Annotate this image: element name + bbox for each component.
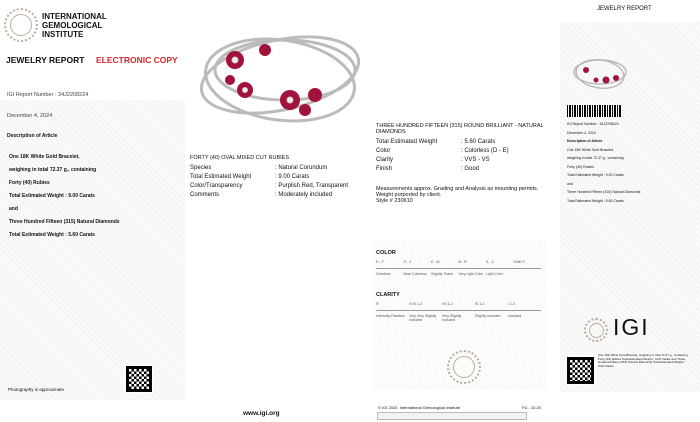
org-line: GEMOLOGICAL bbox=[42, 21, 103, 30]
style-number: Style # 230610 bbox=[376, 198, 413, 204]
row-value: : Good bbox=[461, 166, 480, 172]
left-background bbox=[0, 100, 185, 400]
clarity-grades bbox=[376, 302, 541, 311]
card-description-line: Forty (40) Rubies bbox=[567, 164, 595, 169]
description-line: One 18K White Gold Bracelet, bbox=[9, 154, 80, 160]
barcode bbox=[567, 105, 622, 117]
bracelet-photo bbox=[190, 5, 370, 145]
grade: N - R bbox=[458, 260, 467, 264]
grade-label: Colorless bbox=[376, 272, 391, 276]
grade-label: Slightly Tinted bbox=[431, 272, 453, 276]
color-grades bbox=[376, 260, 541, 269]
card-bracelet-photo bbox=[570, 50, 630, 95]
grade-label: Slightly Included bbox=[475, 314, 501, 318]
grade: IF bbox=[376, 302, 380, 306]
grade-label: Light Color bbox=[486, 272, 503, 276]
diamonds-row bbox=[376, 165, 546, 174]
grade-label: Very Slightly Included bbox=[442, 314, 462, 322]
row-value: : Purplish Red, Transparent bbox=[275, 183, 349, 189]
row-value: : 9.00 Carats bbox=[275, 174, 310, 180]
color-labels bbox=[376, 272, 541, 276]
grade: S - Z bbox=[486, 260, 494, 264]
org-name bbox=[42, 12, 107, 39]
color-scale-title: COLOR bbox=[376, 250, 396, 256]
report-title: JEWELRY REPORT bbox=[6, 55, 85, 65]
diamonds-row bbox=[376, 138, 546, 147]
row-key: Clarity bbox=[376, 157, 394, 163]
grade-label: Very Light Color bbox=[458, 272, 484, 276]
description-line: and bbox=[9, 206, 18, 212]
card-report-number: IGI Report Number : 34J2208224 bbox=[567, 122, 619, 126]
row-key: Total Estimated Weight bbox=[190, 174, 252, 180]
measurement-notes: Measurements approx. Grading and Analysis as mounting permits. Weight purported by client. bbox=[376, 186, 539, 198]
card-description-line: Total Estimated Weight : 5.60 Carats bbox=[567, 198, 624, 203]
diamonds-section bbox=[376, 123, 546, 204]
copyright: © IGI 2020, International Gemological Institute bbox=[378, 405, 461, 410]
card-small-text: One 18K White Gold Bracelet, weighing in total 72.37 g., containing Forty (40) Rubies Total Estimated Weight : 9.00 Carats and Three Hundred Fifteen (315) Natural Diamonds Total Estimated Weight : 5.60 Carats bbox=[598, 353, 688, 368]
card-description-line: Total Estimated Weight : 9.00 Carats bbox=[567, 173, 624, 177]
igi-seal-icon bbox=[447, 350, 481, 384]
card-date: December 4, 2024 bbox=[567, 130, 596, 135]
electronic-copy-label: ELECTRONIC COPY bbox=[96, 55, 178, 65]
row-key: Comments bbox=[190, 192, 220, 198]
grade-label: Internally Flawless bbox=[376, 314, 405, 318]
clarity-labels bbox=[376, 314, 541, 322]
card-igi-seal bbox=[584, 318, 608, 342]
row-value: : Colorless (D - E) bbox=[461, 148, 509, 154]
description-line: Three Hundred Fifteen (315) Natural Diamonds bbox=[9, 219, 120, 225]
igi-logo-text: IGI bbox=[613, 314, 650, 340]
igi-seal-logo bbox=[4, 8, 38, 42]
grade: G - J bbox=[403, 260, 412, 264]
grade: VS 1-2 bbox=[442, 302, 453, 306]
row-key: Total Estimated Weight bbox=[376, 139, 438, 145]
description-line: Total Estimated Weight : 9.00 Carats bbox=[9, 193, 95, 199]
grade: FANCY bbox=[513, 260, 526, 264]
report-date: December 4, 2024 bbox=[7, 113, 53, 119]
security-strip bbox=[377, 412, 527, 420]
row-key: Color bbox=[376, 148, 391, 154]
form-number: FD - 10.20 bbox=[522, 405, 541, 410]
rubies-heading: FORTY (40) OVAL MIXED CUT RUBIES bbox=[190, 155, 290, 161]
grade-label bbox=[514, 272, 542, 276]
grade: K - M bbox=[431, 260, 440, 264]
diamonds-heading: THREE HUNDRED FIFTEEN (315) ROUND BRILLIANT - NATURAL DIAMONDS bbox=[376, 123, 544, 135]
card-details bbox=[567, 120, 640, 205]
description-heading: Description of Article bbox=[7, 133, 58, 139]
org-line: INSTITUTE bbox=[42, 30, 84, 39]
clarity-scale-title: CLARITY bbox=[376, 292, 400, 298]
color-scale bbox=[376, 250, 541, 276]
row-value: : Natural Corundum bbox=[275, 165, 328, 171]
rubies-row bbox=[190, 182, 365, 191]
card-description-line: One 18K White Gold Bracelet, bbox=[567, 147, 614, 152]
card-qr-code[interactable] bbox=[567, 357, 594, 384]
grade-label: Near Colorless bbox=[403, 272, 427, 276]
website-link[interactable]: www.igi.org bbox=[243, 410, 280, 417]
description-line: weighing in total 72.37 g., containing bbox=[9, 167, 97, 173]
row-key: Color/Transparency bbox=[190, 183, 243, 189]
rubies-row bbox=[190, 191, 365, 200]
photo-note: Photography is approximate bbox=[8, 387, 65, 392]
description-line: Total Estimated Weight : 5.60 Carats bbox=[9, 232, 95, 238]
row-value: : VVS - VS bbox=[461, 157, 490, 163]
row-key: Species bbox=[190, 165, 212, 171]
description-line: Forty (40) Rubies bbox=[9, 180, 50, 186]
card-description-line: and bbox=[567, 181, 573, 186]
rubies-row bbox=[190, 164, 365, 173]
row-value: : Moderately included bbox=[275, 192, 333, 198]
description-list bbox=[9, 151, 120, 242]
row-key: Finish bbox=[376, 166, 393, 172]
card-description-line: Three Hundred Fifteen (315) Natural Diamonds bbox=[567, 190, 641, 194]
rubies-section bbox=[190, 155, 365, 200]
grade: I 1-3 bbox=[508, 302, 516, 306]
rubies-row bbox=[190, 173, 365, 182]
row-value: : 5.60 Carats bbox=[461, 139, 496, 145]
grade-label: Included bbox=[508, 314, 522, 318]
grade: SI 1-2 bbox=[475, 302, 485, 306]
org-line: INTERNATIONAL bbox=[42, 12, 107, 21]
card-description-heading: Description of Article bbox=[567, 139, 603, 143]
grade-label: Very Very Slightly Included bbox=[409, 314, 437, 322]
clarity-scale bbox=[376, 292, 541, 322]
grade: D - F bbox=[376, 260, 384, 264]
report-number: IGI Report Number : 34J2208224 bbox=[7, 92, 89, 98]
grade: VVS 1-2 bbox=[409, 302, 423, 306]
qr-code[interactable] bbox=[126, 366, 152, 392]
diamonds-row bbox=[376, 147, 546, 156]
card-title: JEWELRY REPORT bbox=[597, 6, 652, 12]
card-description-line: weighing in total 72.37 g., containing bbox=[567, 156, 624, 160]
diamonds-row bbox=[376, 156, 546, 165]
